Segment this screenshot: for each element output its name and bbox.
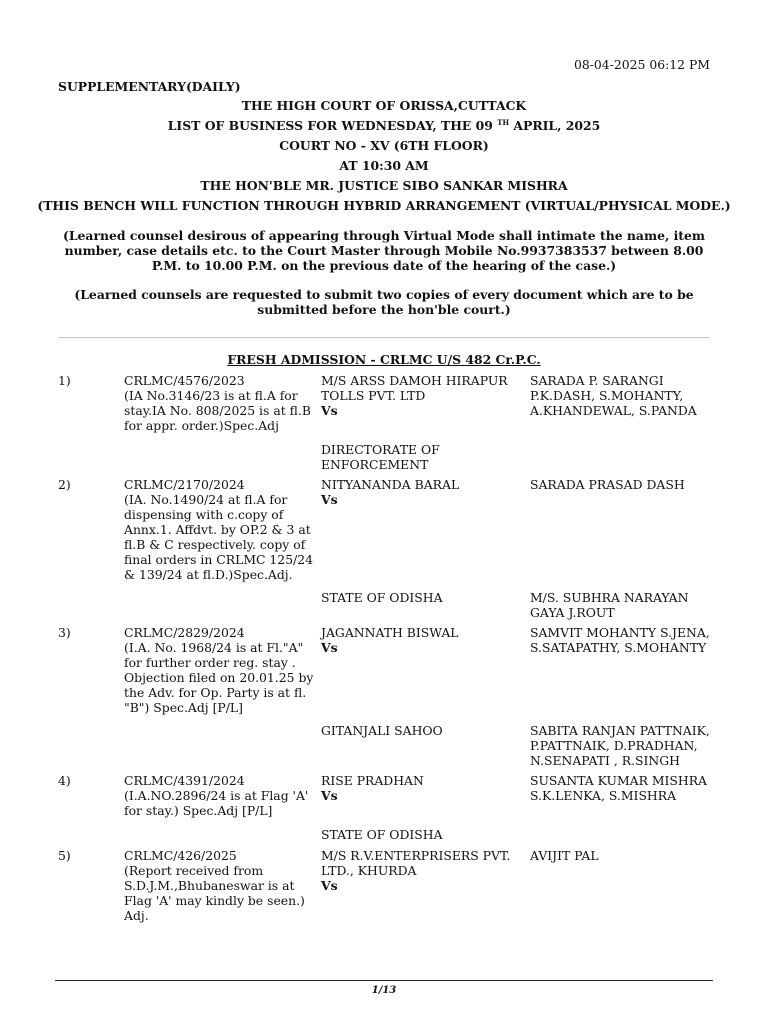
versus-label: Vs (321, 640, 338, 655)
case-remarks: (I.A.NO.2896/24 is at Flag 'A' for stay.) Spec.Adj [P/L] (124, 788, 309, 818)
case-serial: 3) (58, 625, 71, 640)
case-serial: 4) (58, 773, 71, 788)
list-type-label: SUPPLEMENTARY(DAILY) (58, 79, 241, 94)
judge-name: THE HON'BLE MR. JUSTICE SIBO SANKAR MISHRA (200, 178, 568, 193)
petitioner-name: RISE PRADHAN (321, 773, 424, 788)
section-title: FRESH ADMISSION - CRLMC U/S 482 Cr.P.C. (227, 352, 541, 367)
footer-divider (55, 980, 713, 981)
court-name: THE HIGH COURT OF ORISSA,CUTTACK (241, 98, 527, 113)
case-number-block (124, 373, 314, 433)
respondent-name: GITANJALI SAHOO (321, 723, 443, 738)
header-divider (58, 337, 710, 338)
petitioner-block (321, 373, 521, 418)
case-number: CRLMC/2829/2024 (124, 625, 245, 640)
case-number: CRLMC/4576/2023 (124, 373, 245, 388)
petitioner-block (321, 625, 521, 655)
print-timestamp: 08-04-2025 06:12 PM (573, 57, 710, 72)
respondent-advocates: M/S. SUBHRA NARAYAN GAYA J.ROUT (530, 590, 689, 620)
petitioner-block (321, 848, 521, 893)
case-remarks: (I.A. No. 1968/24 is at Fl."A" for further order reg. stay . Objection filed on 20.01.25 by the Adv. for Op. Party is at fl. "B") Spec.Adj [P/L] (124, 640, 314, 715)
case-serial: 1) (58, 373, 71, 388)
petitioner-name: M/S R.V.ENTERPRISERS PVT. LTD., KHURDA (321, 848, 511, 878)
list-date-heading (0, 118, 768, 133)
case-number: CRLMC/426/2025 (124, 848, 237, 863)
document-copies-notice: (Learned counsels are requested to submit two copies of every document which are to be submitted before the hon'ble court.) (74, 287, 694, 317)
respondent-advocates: SABITA RANJAN PATTNAIK, P.PATTNAIK, D.PRADHAN, N.SENAPATI , R.SINGH (530, 723, 710, 768)
versus-label: Vs (321, 403, 338, 418)
versus-label: Vs (321, 788, 338, 803)
case-number-block (124, 773, 314, 818)
petitioner-name: NITYANANDA BARAL (321, 477, 460, 492)
respondent-name: STATE OF ODISHA (321, 827, 443, 842)
court-number: COURT NO - XV (6TH FLOOR) (279, 138, 489, 153)
case-serial: 5) (58, 848, 71, 863)
respondent-name: DIRECTORATE OF ENFORCEMENT (321, 442, 440, 472)
petitioner-name: M/S ARSS DAMOH HIRAPUR TOLLS PVT. LTD (321, 373, 508, 403)
versus-label: Vs (321, 878, 338, 893)
sitting-time: AT 10:30 AM (339, 158, 429, 173)
petitioner-advocates: SAMVIT MOHANTY S.JENA, S.SATAPATHY, S.MOHANTY (530, 625, 710, 655)
petitioner-advocates: AVIJIT PAL (530, 848, 599, 863)
case-number-block (124, 477, 314, 582)
petitioner-block (321, 477, 521, 507)
list-date-suffix-sup: TH (497, 117, 510, 127)
case-remarks: (IA. No.1490/24 at fl.A for dispensing with c.copy of Annx.1. Affdvt. by OP.2 & 3 at fl.B & C respectively. copy of final orders in CRLMC 125/24 & 139/24 at fl.D.)Spec.Adj. (124, 492, 314, 582)
petitioner-block (321, 773, 521, 803)
petitioner-advocates: SARADA PRASAD DASH (530, 477, 685, 492)
page-number: 1/13 (371, 985, 397, 996)
case-serial: 2) (58, 477, 71, 492)
case-number-block (124, 625, 314, 715)
list-date-prefix: LIST OF BUSINESS FOR WEDNESDAY, THE 09 (167, 118, 493, 133)
petitioner-advocates: SUSANTA KUMAR MISHRA S.K.LENKA, S.MISHRA (530, 773, 707, 803)
list-date-month-year: APRIL, 2025 (513, 118, 601, 133)
virtual-mode-notice: (Learned counsel desirous of appearing through Virtual Mode shall intimate the name, item number, case details etc. to the Court Master through Mobile No.9937383537 between 8.00 P.M. to 10.00 P.M. on the previous date of the hearing of the case.) (62, 228, 706, 273)
case-number-block (124, 848, 314, 923)
case-remarks: (Report received from S.D.J.M.,Bhubaneswar is at Flag 'A' may kindly be seen.) Adj. (124, 863, 305, 923)
case-number: CRLMC/4391/2024 (124, 773, 245, 788)
case-number: CRLMC/2170/2024 (124, 477, 245, 492)
bench-mode-notice: (THIS BENCH WILL FUNCTION THROUGH HYBRID ARRANGEMENT (VIRTUAL/PHYSICAL MODE.) (37, 198, 731, 213)
petitioner-name: JAGANNATH BISWAL (321, 625, 459, 640)
respondent-name: STATE OF ODISHA (321, 590, 443, 605)
versus-label: Vs (321, 492, 338, 507)
petitioner-advocates: SARADA P. SARANGI P.K.DASH, S.MOHANTY, A.KHANDEWAL, S.PANDA (530, 373, 697, 418)
case-remarks: (IA No.3146/23 is at fl.A for stay.IA No. 808/2025 is at fl.B for appr. order.)Spec.Adj (124, 388, 311, 433)
